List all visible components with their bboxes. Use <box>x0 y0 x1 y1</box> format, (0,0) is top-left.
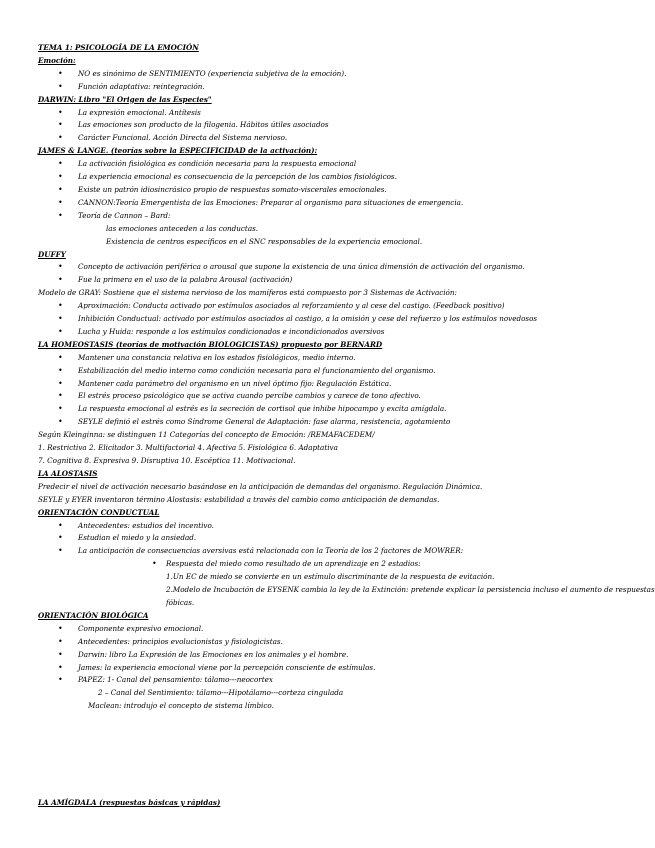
text-line: • Fue la primera en el uso de la palabra Arousal (activación) <box>38 274 638 287</box>
text-line: • La experiencia emocional es consecuencia de la percepción de los cambios fisiológicos. <box>38 171 638 184</box>
text-line: • James: la experiencia emocional viene por la percepción consciente de estímulos. <box>38 662 638 675</box>
text-line: 1.Un EC de miedo se convierte en un estímulo discriminante de la respuesta de evitación. <box>166 572 495 582</box>
text-line: • Existe un patrón idiosincrásico propio de respuestas somato-viscerales emocionales. <box>38 184 638 197</box>
text-line: • Teoría de Cannon – Bard: <box>38 210 638 223</box>
text-line: • Concepto de activación periférica o arousal que supone la existencia de una única dimensión de activación del organismo. <box>38 261 638 274</box>
text-line: Maclean: introdujo el concepto de sistema límbico. <box>88 701 274 711</box>
section-heading: JAMES & LANGE. (teorías sobre la ESPECIFICIDAD de la activación): <box>38 146 318 156</box>
section-heading: TEMA 1: PSICOLOGÍA DE LA EMOCIÓN <box>38 43 199 52</box>
text-line: • La anticipación de consecuencias aversivas está relacionada con la Teoría de los 2 factores de MOWRER: <box>38 545 638 558</box>
text-line: fóbicas. <box>166 597 195 607</box>
text-line: • Estudian el miedo y la ansiedad. <box>38 532 638 545</box>
text-line: • La respuesta emocional al estrés es la secreción de cortisol que inhibe hipocampo y excita amígdala. <box>38 403 638 416</box>
text-line: • CANNON:Teoría Emergentista de las Emociones: Preparar al organismo para situaciones de emergencia. <box>38 197 638 210</box>
text-line: • Mantener una constancia relativa en los estados fisiológicos, medio interno. <box>38 352 638 365</box>
text-line: • Darwin: libro La Expresión de las Emociones en los animales y el hombre. <box>38 649 638 662</box>
footer-heading: LA AMÍGDALA (respuestas básicas y rápidas) <box>38 798 221 807</box>
text-line: • Mantener cada parámetro del organismo en un nivel óptimo fijo: Regulación Estática. <box>38 378 638 391</box>
text-line: • Aproximación: Conducta activado por estímulos asociados al reforzamiento y al cese del castigo. (Feedback positivo) <box>38 300 638 313</box>
text-line: • PAPEZ: 1- Canal del pensamiento: tálamo---neocortex <box>38 674 638 687</box>
text-line: 2.Modelo de Incubación de EYSENK cambia la ley de la Extinción: pretende explicar la persistencia incluso el aumento de respuestas <box>166 585 655 595</box>
text-line: 7. Cognitiva 8. Expresiva 9. Disruptiva 10. Escéptica 11. Motivacional. <box>38 456 296 465</box>
text-line: • Lucha y Huida: responde a los estímulos condicionados e incondicionados aversivos <box>38 326 638 339</box>
text-line: las emociones anteceden a las conductas. <box>106 223 259 233</box>
text-line: • Componente expresivo emocional. <box>38 623 638 636</box>
text-line: Predecir el nivel de activación necesario basándose en la anticipación de demandas del organismo. Regulación Dinámica. <box>38 481 483 491</box>
section-heading: ORIENTACIÓN BIOLÓGICA <box>38 610 149 620</box>
text-line: • Función adaptativa: reintegración. <box>38 81 638 94</box>
text-line: SEYLE y EYER inventaron término Alostasis: estabilidad a través del cambio como anticipación de demandas. <box>38 494 440 504</box>
text-line: Existencia de centros específicos en el SNC responsables de la experiencia emocional. <box>106 236 423 246</box>
section-heading: DARWIN: Libro "El Origen de las Especies" <box>38 94 212 104</box>
text-line: • Antecedentes: principios evolucionistas y fisiologicistas. <box>38 636 638 649</box>
text-line: • Antecedentes: estudios del incentivo. <box>38 520 638 533</box>
text-line: • Inhibición Conductual: activado por estímulos asociados al castigo, a la omisión y cese del refuerzo y los estímulos novedosos <box>38 313 638 326</box>
section-heading: LA ALOSTASIS <box>38 468 98 478</box>
text-line: • SEYLE definió el estrés como Síndrome General de Adaptación: fase alarma, resistencia, agotamiento <box>38 416 638 429</box>
text-line: 2 – Canal del Sentimiento: tálamo---Hipotálamo---corteza cingulada <box>98 688 344 698</box>
text-line: • Estabilización del medio interno como condición necesaria para el funcionamiento del organismo. <box>38 365 638 378</box>
text-line: • Las emociones son producto de la filogenia. Hábitos útiles asociados <box>38 119 638 132</box>
text-line: Según Kleinginna: se distinguen 11 Categorías del concepto de Emoción: /REMAFACEDEM/ <box>38 430 375 440</box>
text-line: • NO es sinónimo de SENTIMIENTO (experiencia subjetiva de la emoción). <box>38 68 638 81</box>
text-line: • Respuesta del miedo como resultado de un aprendizaje en 2 estadios: <box>38 558 638 571</box>
text-line: • La activación fisiológica es condición necesaria para la respuesta emocional <box>38 158 638 171</box>
section-heading: ORIENTACIÓN CONDUCTUAL <box>38 507 160 517</box>
section-heading: Emoción: <box>38 55 76 65</box>
section-heading: DUFFY <box>38 249 66 259</box>
text-line: • La expresión emocional. Antítesis <box>38 107 638 120</box>
text-line: 1. Restrictiva 2. Elicitador 3. Multifactorial 4. Afectiva 5. Fisiológica 6. Adaptativa <box>38 443 338 453</box>
text-line: Modelo de GRAY: Sostiene que el sistema nervioso de los mamíferos está compuesto por 3 Sistemas de Activación: <box>38 288 457 298</box>
text-line: • Carácter Funcional. Acción Directa del Sistema nervioso. <box>38 132 638 145</box>
text-line: • El estrés proceso psicológico que se activa cuando percibe cambios y carece de tono afectivo. <box>38 390 638 403</box>
document-body <box>38 42 655 713</box>
section-heading: LA HOMEOSTASIS (teorías de motivación BIOLOGICISTAS) propuesto por BERNARD <box>38 339 383 349</box>
